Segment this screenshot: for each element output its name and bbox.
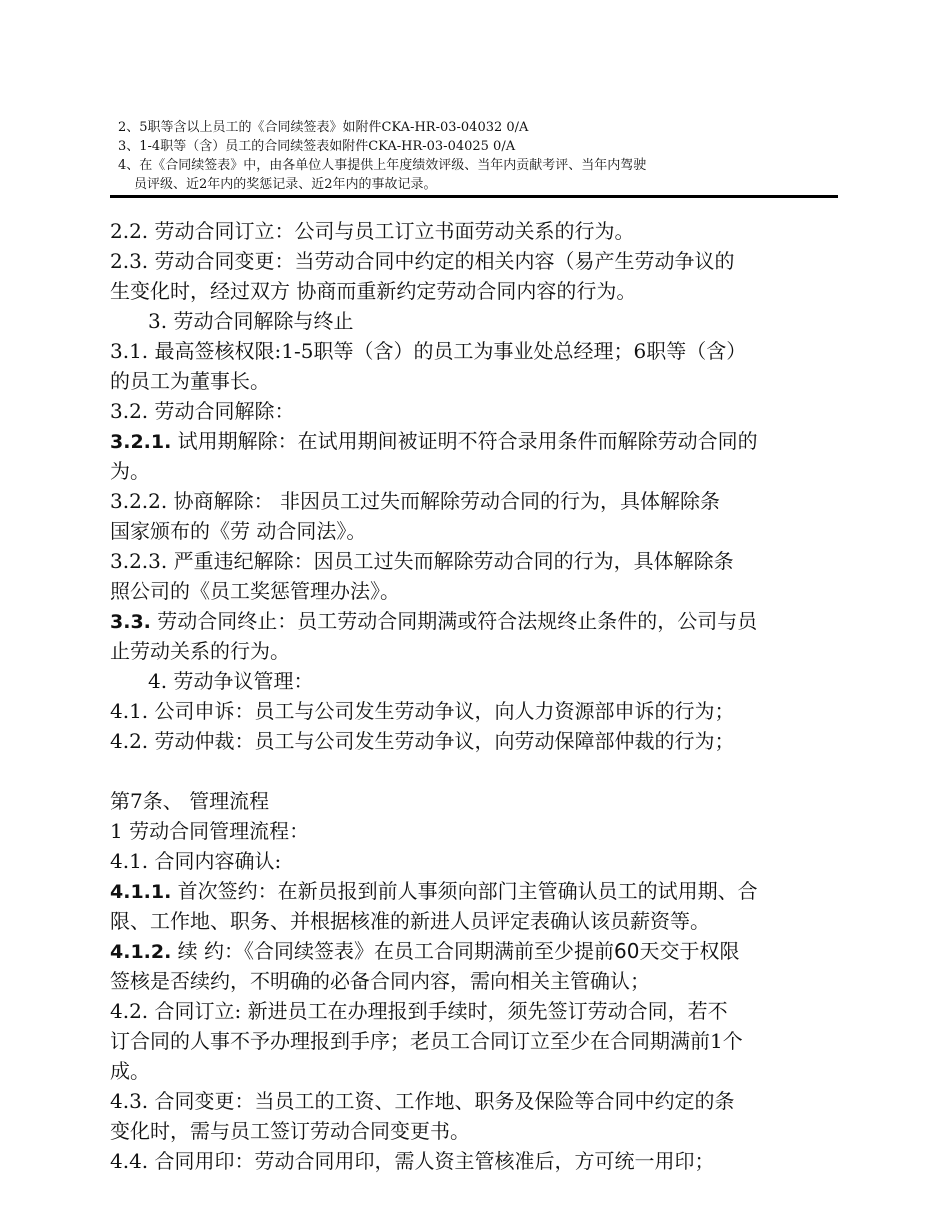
attachment-notes [118,118,848,194]
paragraph-line: 3.2.2. 协商解除： 非因员工过失而解除劳动合同的行为，具体解除条 [110,489,720,513]
clause-number: 3.2.1. [110,431,172,453]
paragraph-line [110,606,838,636]
section-heading: 3. 劳动合同解除与终止 [148,309,354,333]
paragraph-line: 2.2. 劳动合同订立：公司与员工订立书面劳动关系的行为。 [110,219,635,243]
paragraph-line: 3.1. 最高签核权限:1-5职等（含）的员工为事业处总经理；6职等（含） [110,339,747,363]
note-line: 3、1-4职等（含）员工的合同续签表如附件CKA-HR-03-04025 0/A [118,139,516,154]
paragraph-line: 1 劳动合同管理流程： [110,819,310,843]
note-line: 2、5职等含以上员工的《合同续签表》如附件CKA-HR-03-04032 0/A [118,120,529,135]
blank-line [110,756,838,786]
note-line: 员评级、近2年内的奖惩记录、近2年内的事故记录。 [134,177,437,192]
paragraph-line: 3.2. 劳动合同解除： [110,399,295,423]
days-number: 60 [614,939,640,963]
paragraph-line: 4.2. 合同订立: 新进员工在办理报到手续时，须先签订劳动合同，若不 [110,999,728,1023]
paragraph-line: 订合同的人事不予办理报到手序；老员工合同订立至少在合同期满前1个 [110,1029,743,1053]
paragraph-line: 止劳动关系的行为。 [110,639,290,663]
clause-text: 劳动合同终止：员工劳动合同期满或符合法规终止条件的，公司与员 [150,609,758,633]
article-heading: 第7条、 管理流程 [110,789,270,813]
document-body [110,216,838,1173]
paragraph-line: 的员工为董事长。 [110,369,270,393]
paragraph-line: 为。 [110,459,150,483]
paragraph-line: 国家颁布的《劳 动合同法》。 [110,519,367,543]
paragraph-line: 限、工作地、职务、并根据核准的新进人员评定表确认该员薪资等。 [110,909,710,933]
paragraph-line: 4.3. 合同变更：当员工的工资、工作地、职务及保险等合同中约定的条 [110,1089,735,1113]
note-line: 4、在《合同续签表》中，由各单位人事提供上年度绩效评级、当年内贡献考评、当年内驾驶 [118,158,647,173]
paragraph-line: 签核是否续约，不明确的必备合同内容，需向相关主管确认； [110,969,650,993]
paragraph-line [110,426,838,456]
paragraph-line: 变化时，需与员工签订劳动合同变更书。 [110,1119,470,1143]
paragraph-line: 照公司的《员工奖惩管理办法》。 [110,579,400,603]
clause-text: 天交于权限 [639,939,740,963]
clause-text: 试用期解除：在试用期间被证明不符合录用条件而解除劳动合同的 [171,429,758,453]
clause-number: 4.1.1. [110,881,172,903]
clause-text: 首次签约：在新员报到前人事须向部门主管确认员工的试用期、合 [171,879,758,903]
paragraph-line: 4.2. 劳动仲裁：员工与公司发生劳动争议，向劳动保障部仲裁的行为； [110,729,735,753]
paragraph-line: 成。 [110,1059,150,1083]
clause-number: 3.3. [110,611,151,633]
paragraph-line: 4.4. 合同用印：劳动合同用印，需人资主管核准后，方可统一用印； [110,1149,715,1173]
paragraph-line: 4.1. 合同内容确认: [110,849,282,873]
paragraph-line [110,876,838,906]
section-heading: 4. 劳动争议管理： [148,669,314,693]
paragraph-line: 3.2.3. 严重违纪解除：因员工过失而解除劳动合同的行为，具体解除条 [110,549,734,573]
paragraph-line: 生变化时，经过双方 协商而重新约定劳动合同内容的行为。 [110,279,637,303]
paragraph-line: 2.3. 劳动合同变更：当劳动合同中约定的相关内容（易产生劳动争议的 [110,249,735,273]
clause-number: 4.1.2. [110,941,172,963]
horizontal-divider [110,195,838,198]
clause-text: 续 约：《合同续签表》在员工合同期满前至少提前 [171,939,615,963]
paragraph-line: 4.1. 公司申诉：员工与公司发生劳动争议，向人力资源部申诉的行为； [110,699,735,723]
paragraph-line [110,936,838,966]
